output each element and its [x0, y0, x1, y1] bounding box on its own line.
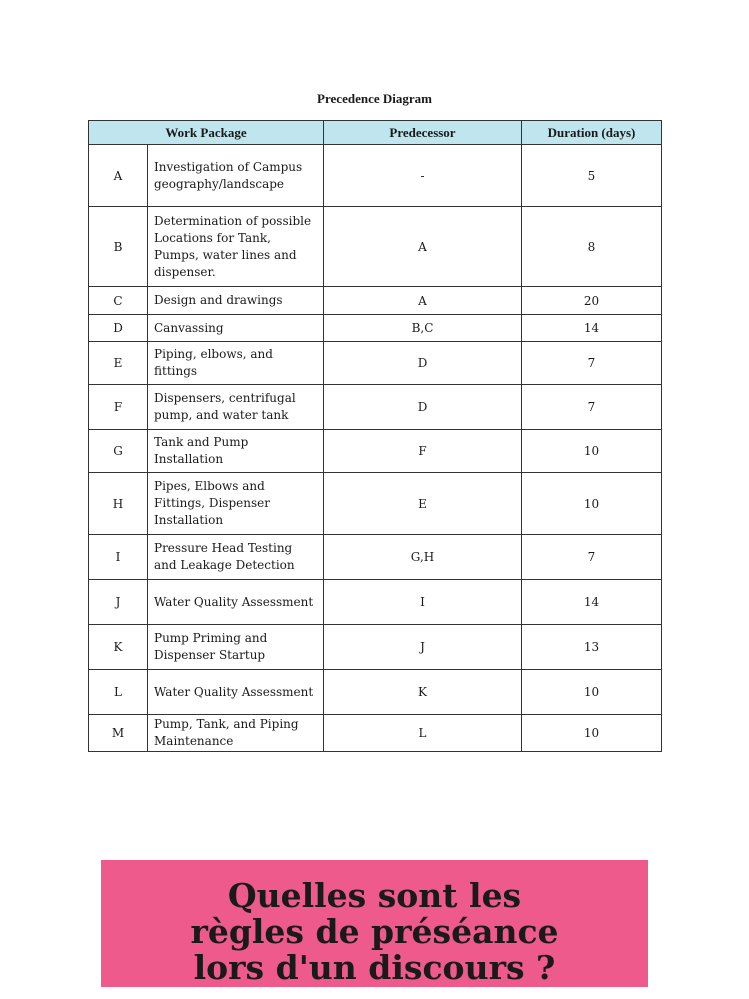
row-description: Water Quality Assessment — [148, 670, 324, 715]
row-code: C — [89, 287, 148, 315]
row-duration: 13 — [522, 625, 662, 670]
banner-headline[interactable] — [101, 878, 648, 986]
row-duration: 20 — [522, 287, 662, 315]
row-predecessor: B,C — [324, 315, 522, 342]
table-row — [89, 625, 662, 670]
row-duration: 10 — [522, 670, 662, 715]
table-row — [89, 287, 662, 315]
row-duration: 7 — [522, 342, 662, 385]
table-row — [89, 315, 662, 342]
row-duration: 5 — [522, 145, 662, 207]
banner-line-2: règles de préséance — [190, 912, 559, 951]
row-code: B — [89, 207, 148, 287]
row-predecessor: A — [324, 207, 522, 287]
table-row — [89, 580, 662, 625]
row-duration: 14 — [522, 315, 662, 342]
banner-line-3: lors d'un discours ? — [193, 948, 556, 987]
header-predecessor: Predecessor — [324, 121, 522, 145]
table-row — [89, 430, 662, 473]
row-code: D — [89, 315, 148, 342]
row-description: Canvassing — [148, 315, 324, 342]
table-row — [89, 207, 662, 287]
row-duration: 10 — [522, 430, 662, 473]
precedence-table — [88, 120, 662, 752]
row-duration: 10 — [522, 715, 662, 752]
row-code: M — [89, 715, 148, 752]
row-predecessor: J — [324, 625, 522, 670]
row-code: L — [89, 670, 148, 715]
row-predecessor: K — [324, 670, 522, 715]
row-code: K — [89, 625, 148, 670]
row-predecessor: G,H — [324, 535, 522, 580]
table-row — [89, 715, 662, 752]
table-row — [89, 145, 662, 207]
row-description: Determination of possible Locations for Tank, Pumps, water lines and dispenser. — [148, 207, 324, 287]
row-predecessor: A — [324, 287, 522, 315]
row-code: I — [89, 535, 148, 580]
row-predecessor: D — [324, 385, 522, 430]
article-banner[interactable] — [101, 860, 648, 987]
header-work-package: Work Package — [89, 121, 324, 145]
row-duration: 8 — [522, 207, 662, 287]
row-code: A — [89, 145, 148, 207]
banner-line-1: Quelles sont les — [227, 876, 522, 915]
row-code: E — [89, 342, 148, 385]
row-description: Piping, elbows, and fittings — [148, 342, 324, 385]
row-duration: 7 — [522, 385, 662, 430]
row-code: F — [89, 385, 148, 430]
row-code: H — [89, 473, 148, 535]
table-row — [89, 342, 662, 385]
row-description: Tank and Pump Installation — [148, 430, 324, 473]
row-description: Pipes, Elbows and Fittings, Dispenser Installation — [148, 473, 324, 535]
row-duration: 7 — [522, 535, 662, 580]
row-description: Pressure Head Testing and Leakage Detection — [148, 535, 324, 580]
header-duration: Duration (days) — [522, 121, 662, 145]
table-row — [89, 535, 662, 580]
row-predecessor: F — [324, 430, 522, 473]
row-predecessor: E — [324, 473, 522, 535]
table-row — [89, 385, 662, 430]
row-predecessor: I — [324, 580, 522, 625]
row-duration: 10 — [522, 473, 662, 535]
document-title: Precedence Diagram — [317, 91, 432, 106]
row-predecessor: L — [324, 715, 522, 752]
row-code: G — [89, 430, 148, 473]
table-header-row — [89, 121, 662, 145]
row-description: Pump, Tank, and Piping Maintenance — [148, 715, 324, 752]
row-description: Pump Priming and Dispenser Startup — [148, 625, 324, 670]
row-description: Dispensers, centrifugal pump, and water tank — [148, 385, 324, 430]
row-predecessor: D — [324, 342, 522, 385]
row-description: Water Quality Assessment — [148, 580, 324, 625]
row-description: Investigation of Campus geography/landscape — [148, 145, 324, 207]
row-description: Design and drawings — [148, 287, 324, 315]
row-duration: 14 — [522, 580, 662, 625]
table-row — [89, 473, 662, 535]
row-code: J — [89, 580, 148, 625]
table-row — [89, 670, 662, 715]
row-predecessor: - — [324, 145, 522, 207]
